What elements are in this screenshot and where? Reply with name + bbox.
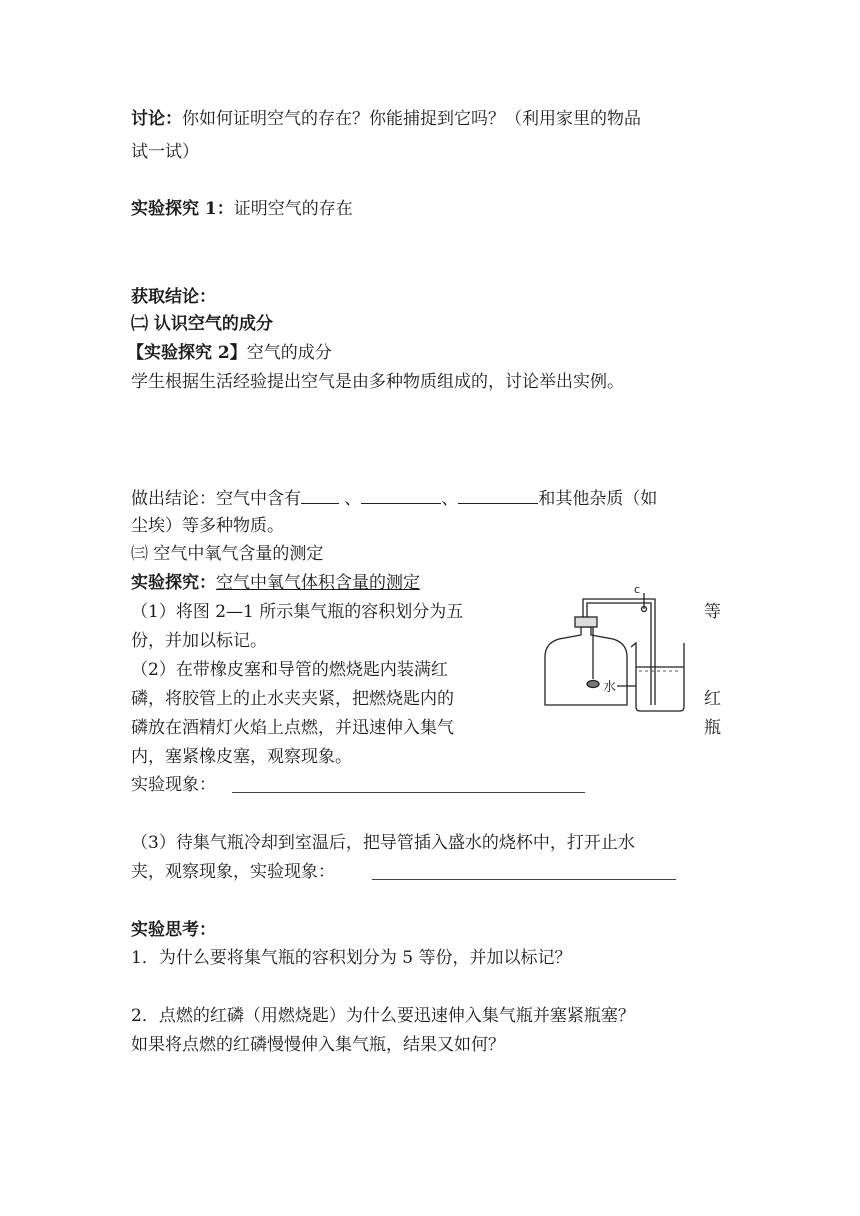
delivery-tube <box>583 599 655 705</box>
step-1-line-2: 份，并加以标记。 <box>131 631 267 651</box>
discussion-label: 讨论： <box>131 109 182 129</box>
question-2-line-2: 如果将点燃的红磷慢慢伸入集气瓶，结果又如何？ <box>131 1035 505 1055</box>
experiment-3 <box>131 570 420 596</box>
experiment-2 <box>127 340 332 366</box>
section-3-heading: ㈢ 空气中氧气含量的测定 <box>131 544 324 564</box>
side-char-ping: 瓶 <box>704 718 721 738</box>
clamp-label: c <box>634 583 641 596</box>
observation-blank[interactable] <box>232 792 585 793</box>
experiment-2-text: 空气的成分 <box>246 343 332 363</box>
step-3-blank[interactable] <box>372 879 676 880</box>
step-3-line-1: （3）待集气瓶冷却到室温后，把导管插入盛水的烧杯中，打开止水 <box>131 833 635 853</box>
conclusion-suffix: 和其他杂质（如 <box>538 489 658 509</box>
step-2-line-2: 磷，将胶管上的止水夹夹紧，把燃烧匙内的 <box>131 689 454 709</box>
blank-3[interactable] <box>458 485 538 504</box>
conclusion-sep-1: 、 <box>339 489 362 509</box>
beaker <box>631 643 684 711</box>
conclusion-sep-2: 、 <box>441 489 459 509</box>
rubber-stopper <box>575 617 597 627</box>
experiment-1-text: 证明空气的存在 <box>233 199 353 219</box>
discussion-line-1 <box>131 106 641 132</box>
conclusion-line-2: 尘埃）等多种物质。 <box>131 516 284 536</box>
question-2-line-1: 2．点燃的红磷（用燃烧匙）为什么要迅速伸入集气瓶并塞紧瓶塞？ <box>131 1006 635 1026</box>
discussion-line-2: 试一试） <box>131 142 199 162</box>
experiment-3-title: 空气中氧气体积含量的测定 <box>216 573 420 593</box>
conclusion-line-1 <box>131 485 657 512</box>
water-label: 水 <box>603 680 617 695</box>
step-2-line-4: 内，塞紧橡皮塞，观察现象。 <box>131 747 352 767</box>
discussion-text: 你如何证明空气的存在？你能捕捉到它吗？（利用家里的物品 <box>182 109 641 129</box>
observation-label: 实验现象： <box>131 775 216 795</box>
conclusion-heading: 获取结论： <box>131 287 216 307</box>
thinking-heading: 实验思考： <box>131 920 216 940</box>
experiment-3-label: 实验探究： <box>131 573 216 593</box>
step-1-line-1: （1）将图 2—1 所示集气瓶的容积划分为五 <box>131 602 464 622</box>
step-3-line-2: 夹，观察现象，实验现象： <box>131 862 335 882</box>
experiment-2-label: 【实验探究 2】 <box>127 343 247 363</box>
step-2-line-1: （2）在带橡皮塞和导管的燃烧匙内装满红 <box>131 660 448 680</box>
blank-2[interactable] <box>361 485 441 504</box>
apparatus-figure <box>535 583 690 715</box>
section-2-heading: ㈡ 认识空气的成分 <box>131 314 273 334</box>
blank-1[interactable] <box>301 485 339 504</box>
step-2-line-3: 磷放在酒精灯火焰上点燃，并迅速伸入集气 <box>131 718 454 738</box>
side-char-hong: 红 <box>704 689 721 709</box>
experiment-1 <box>131 196 353 222</box>
experiment-1-label: 实验探究 1： <box>131 199 234 219</box>
side-char-deng: 等 <box>704 602 721 622</box>
conclusion-prefix: 做出结论：空气中含有 <box>131 489 301 509</box>
question-1: 1．为什么要将集气瓶的容积划分为 5 等份，并加以标记？ <box>131 948 572 968</box>
experiment-2-description: 学生根据生活经验提出空气是由多种物质组成的，讨论举出实例。 <box>131 372 624 392</box>
